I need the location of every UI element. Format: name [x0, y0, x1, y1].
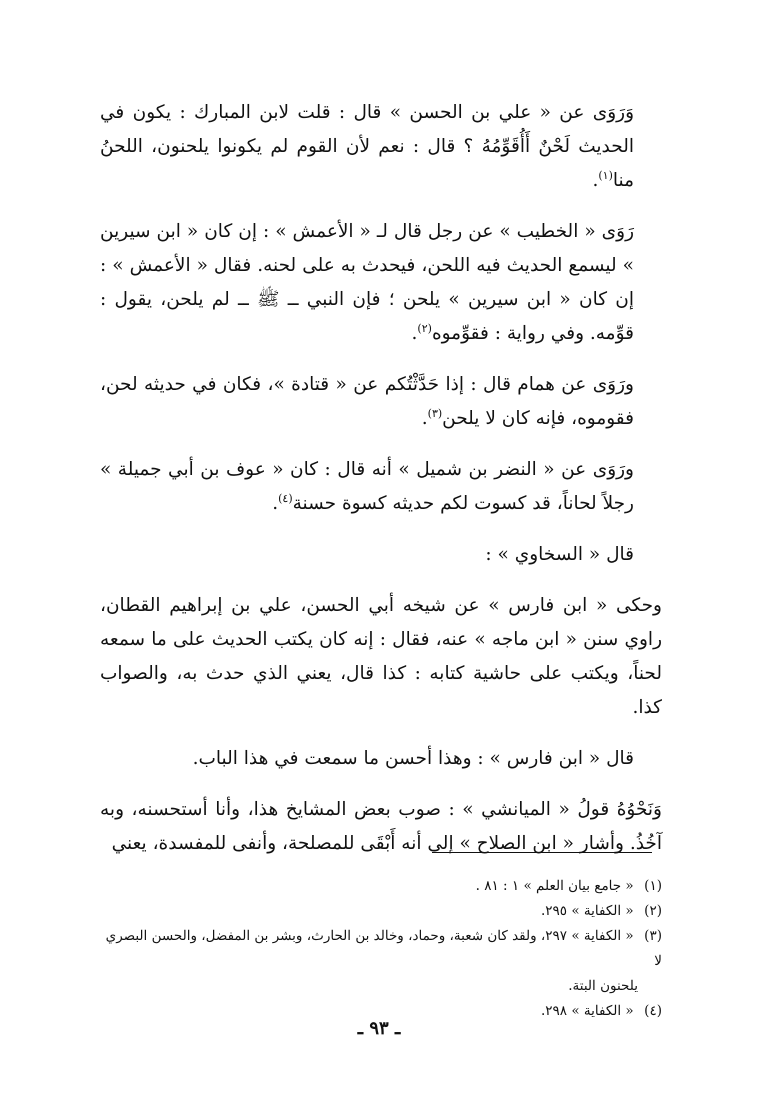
footnote-text: « الكفاية » ٢٩٨. [540, 1003, 634, 1019]
page-number: ـ ٩٣ ـ [357, 1018, 401, 1039]
footnote-number: (٣) [644, 928, 662, 944]
paragraph-riwaya-ali-bin-hasan: وَرَوَى عن « علي بن الحسن » قال : قلت لابن المبارك : يكون في الحديث لَحْنٌ أَأُقَوِّمُهُ ؟ قال : نعم لأن القوم لم يكونوا يلحنون، اللحنُ منا$^{(١)}$. [100, 102, 634, 191]
footnote-separator [432, 852, 652, 853]
footnote-ref-3: (٣) [427, 406, 443, 420]
footnotes [100, 874, 662, 1024]
footnote-number: (٢) [644, 903, 662, 919]
paragraph-qala-sakhawi: قال « السخاوي » : [485, 544, 634, 565]
footnote-text: « جامع بيان العلم » ١ : ٨١ . [475, 878, 634, 894]
paragraph-ibn-faris-qawl: قال « ابن فارس » : وهذا أحسن ما سمعت في هذا الباب. [192, 748, 634, 769]
footnote-3 [100, 924, 662, 974]
footnote-2 [100, 899, 662, 924]
footnote-text: « الكفاية » ٢٩٧، ولقد كان شعبة، وحماد، وخالد بن الحارث، وبشر بن المفضل، والحسن البصري لا [105, 928, 662, 969]
paragraph-riwaya-nadr: ورَوَى عن « النضر بن شميل » أنه قال : كان « عوف بن أبي جميلة » رجلاً لحاناً، قد كسوت لكم حديثه كسوة حسنة$^{(٤)}$. [100, 459, 634, 514]
footnote-text: « الكفاية » ٢٩٥. [540, 903, 634, 919]
footnote-number: (٤) [644, 1003, 662, 1019]
footnote-3-continuation: يلحنون البتة. [568, 978, 638, 994]
footnote-ref-2: (٢) [417, 321, 432, 335]
paragraph-ibn-faris-hikaya: وحكى « ابن فارس » عن شيخه أبي الحسن، علي بن إبراهيم القطان، راوي سنن « ابن ماجه » عنه، فقال : إنه كان يكتب الحديث على ما سمعه لحناً، ويكتب على حاشية كتابه : كذا قال، يعني الذي حدث به، والصواب كذا. [100, 595, 662, 718]
paragraph-mayanishi: وَنَحْوُهُ قولُ « الميانشي » : صوب بعض المشايخ هذا، وأنا أستحسنه، وبه آخُذُ. وأشار « ابن الصلاح » إلى أنه أَبْقَى للمصلحة، وأنفى للمفسدة، يعني [100, 799, 662, 854]
main-text [100, 96, 662, 878]
footnote-number: (١) [644, 878, 662, 894]
footnote-1 [100, 874, 662, 899]
footnote-ref-1: (١) [598, 168, 613, 182]
footnote-ref-4: (٤) [278, 491, 293, 505]
paragraph-riwaya-khatib: رَوَى « الخطيب » عن رجل قال لـ « الأعمش » : إن كان « ابن سيرين » ليسمع الحديث فيه اللحن، فيحدث به على لحنه. فقال « الأعمش » : إن كان « ابن سيرين » يلحن ؛ فإن النبي ــ ﷺ ــ لم يلحن، يقول : قوِّمه. وفي رواية : فقوِّموه$^{(٢)}$. [100, 221, 634, 344]
paragraph-riwaya-hammam: ورَوَى عن همام قال : إذا حَدَّثْتُكم عن « قتادة »، فكان في حديثه لحن، فقوموه، فإنه كان لا يلحن$^{(٣)}$. [100, 374, 634, 429]
